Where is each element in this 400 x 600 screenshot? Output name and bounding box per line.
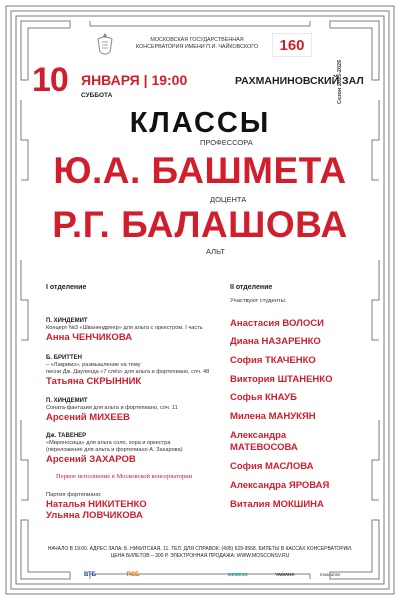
performer: Арсений ЗАХАРОВ [46,454,136,465]
professor-name: Ю.А. БАШМЕТА [53,150,347,191]
work-title: «Мироносица» для альта соло, хора и оркестра [46,440,171,446]
work-title: – «Лакримэ», размышление на тему [46,362,141,368]
hall-name: РАХМАНИНОВСКИЙ ЗАЛ [235,75,364,87]
pianist: Наталья НИКИТЕНКО [46,499,147,510]
student-name: МАТЕВОСОВА [230,442,298,453]
season-label: Сезон 2025-2026 [337,59,343,104]
logo-number: 160 [279,37,305,54]
anniversary-logo [272,33,312,57]
piano-section [46,492,226,521]
students-label: Участвуют студенты: [230,298,287,304]
piano-label: Партия фортепиано: [46,492,102,498]
student-name: София ТКАЧЕНКО [230,355,316,366]
footer-info-line2: ЦЕНА БИЛЕТОВ – 300 Р. ЭЛЕКТРОННАЯ ПРОДАЖА: WWW.MOSCONSV.RU [110,553,290,559]
program-item [46,398,226,423]
event-day: 10 [32,61,68,99]
program-item [46,318,226,343]
part1-heading: I отделение [46,284,87,291]
professor-label: ПРОФЕССОРА [200,138,253,147]
sponsor-logo: ВТБ [83,572,97,578]
composer: П. ХИНДЕМИТ [46,398,88,404]
program-item [46,355,226,387]
program-item [46,433,236,465]
event-month-time: ЯНВАРЯ | 19:00 [81,72,188,88]
conservatory-emblem-icon [95,32,115,58]
composer: Б. БРИТТЕН [46,355,82,361]
student-name: Виктория ШТАНЕНКО [230,374,333,385]
student-name: Александра ЯРОВАЯ [230,480,330,491]
composer: П. ХИНДЕМИТ [46,318,88,324]
student-name: Милена МАНУКЯН [230,411,316,422]
premiere-note: Первое исполнение в Московской консерватории [56,473,193,480]
student-name: Софья КНАУБ [230,392,297,403]
sponsor-logo: SIEMENS [227,572,248,577]
sponsor-logo: YAMAHA [275,572,295,577]
composer: Дж. ТАВЕНЕР [46,433,87,439]
student-name: Виталия МОКШИНА [230,499,324,510]
sponsor-logo: ПСБ [126,572,140,578]
student-name: Анастасия ВОЛОСИ [230,318,324,329]
part2-heading: II отделение [230,284,273,291]
instrument-label: АЛЬТ [206,247,225,256]
event-weekday: СУББОТА [81,92,113,99]
performer: Татьяна СКРЫННИК [46,376,142,387]
performer: Арсений МИХЕЕВ [46,412,130,423]
conservatory-name: МОСКОВСКАЯ ГОСУДАРСТВЕННАЯ КОНСЕРВАТОРИЯ ИМЕНИ П.И. ЧАЙКОВСКОГО [135,37,259,50]
work-title: Концерт №3 «Шванендреер» для альта с оркестром. I часть [46,325,203,331]
student-name: София МАСЛОВА [230,461,314,472]
docent-label: ДОЦЕНТА [210,195,247,204]
work-title: песни Дж. Дауленда «7 слёз» для альта и фортепиано, соч. 48 [46,369,210,375]
performer: Анна ЧЕНЧИКОВА [46,332,133,343]
student-name: Александра [230,430,287,441]
pianist: Ульяна ЛОВЧИКОВА [46,510,143,521]
student-name: Диана НАЗАРЕНКО [230,336,321,347]
docent-name: Р.Г. БАЛАШОВА [52,204,348,245]
work-title: Соната-фантазия для альта и фортепиано, соч. 11 [46,405,178,411]
sponsor-logo: mosconsv [319,572,341,577]
footer-info-line1: НАЧАЛО В 19:00. АДРЕС ЗАЛА: Б. НИКИТСКАЯ, 11. ТЕЛ. ДЛЯ СПРАВОК: (495) 629-9568. БИЛЕТЫ В КАССАХ КОНСЕРВАТОРИИ. [47,546,353,552]
work-title: (переложение для альта и фортепиано А. Захарова) [46,447,183,453]
title-classes: КЛАССЫ [129,107,271,139]
